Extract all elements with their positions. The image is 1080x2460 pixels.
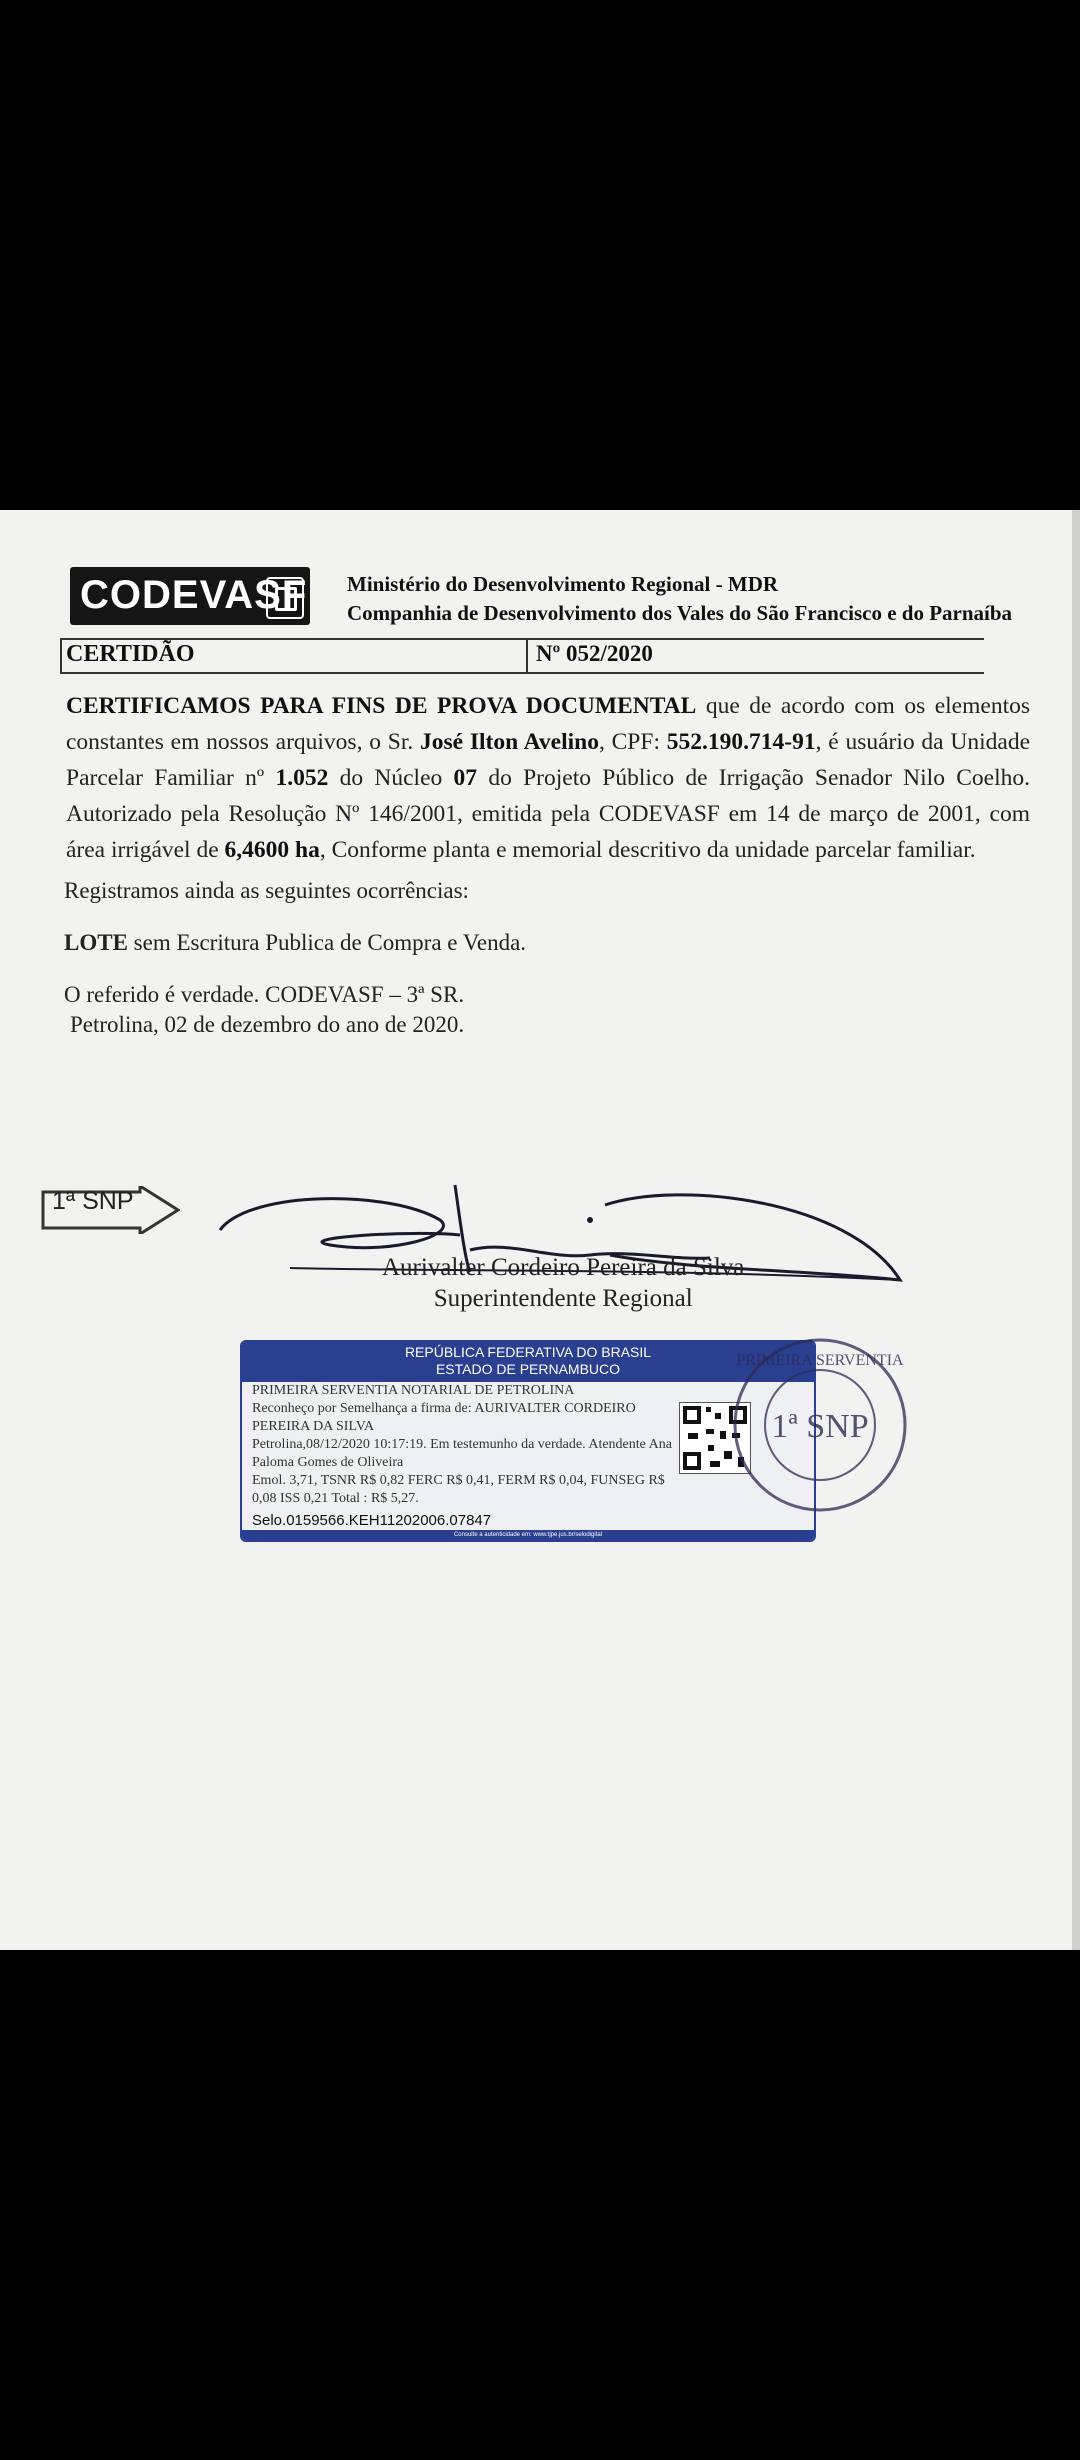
logo-emblem-icon <box>266 577 304 619</box>
stamp-body <box>252 1382 672 1508</box>
text-run: do Projeto Público de Irrigação Senador Nilo Coelho. Autorizado pela Resolução Nº 146/2001, emitida pela CODEVASF em 14 de março de 2001, com área irrigável de <box>66 765 1030 863</box>
lead-text: CERTIFICAMOS PARA FINS DE PROVA DOCUMENTAL <box>66 693 697 719</box>
selo-code: Selo.0159566.KEH11202006.07847 <box>252 1512 492 1529</box>
codevasf-logo <box>70 567 310 625</box>
stamp-office: PRIMEIRA SERVENTIA NOTARIAL DE PETROLINA <box>252 1383 575 1398</box>
signer-title: Superintendente Regional <box>433 1285 693 1312</box>
holder-name: José Ilton Avelino <box>420 729 599 755</box>
ministry-heading <box>347 570 1012 628</box>
snp-label: 1ª SNP <box>52 1187 134 1215</box>
stamp-header-line-1: REPÚBLICA FEDERATIVA DO BRASIL <box>404 1344 652 1360</box>
occurrence-label: LOTE <box>64 930 128 955</box>
seal-ring-text: PRIMEIRA SERVENTIA <box>736 1352 904 1369</box>
notary-round-seal <box>720 1325 920 1525</box>
closing-statement: O referido é verdade. CODEVASF – 3ª SR. <box>64 982 465 1007</box>
doc-type: CERTIDÃO <box>66 641 195 667</box>
document-page <box>0 510 1080 1950</box>
stamp-header-line-2: ESTADO DE PERNAMBUCO <box>435 1361 621 1377</box>
doc-number: Nº 052/2020 <box>536 641 653 666</box>
text-run: , Conforme planta e memorial descritivo da unidade parcelar familiar. <box>319 837 976 863</box>
text-run: , CPF: <box>598 729 667 755</box>
ministry-line-1: Ministério do Desenvolvimento Regional - MDR <box>347 572 779 596</box>
page-edge <box>1072 510 1080 1950</box>
ministry-line-2: Companhia de Desenvolvimento dos Vales do São Francisco e do Parnaíba <box>347 601 1013 625</box>
cpf-number: 552.190.714-91 <box>666 729 816 755</box>
text-run: do Núcleo <box>328 765 454 791</box>
stamp-line-3: Emol. 3,71, TSNR R$ 0,82 FERC R$ 0,41, FERM R$ 0,04, FUNSEG R$ 0,08 ISS 0,21 Total : R$ 5,27. <box>252 1473 665 1506</box>
signer-block <box>382 1252 744 1314</box>
certification-paragraph <box>66 688 1030 868</box>
occurrences-intro: Registramos ainda as seguintes ocorrências: <box>64 878 469 903</box>
logo-text: CODEVASF <box>80 573 308 617</box>
place-date: Petrolina, 02 de dezembro do ano de 2020. <box>70 1012 465 1037</box>
seal-center-text: 1ª SNP <box>771 1408 869 1445</box>
irrigable-area: 6,4600 ha <box>224 837 320 863</box>
occurrence-text: sem Escritura Publica de Compra e Venda. <box>127 930 527 955</box>
nucleo-number: 07 <box>453 765 478 791</box>
stamp-line-2: Petrolina,08/12/2020 10:17:19. Em testemunho da verdade. Atendente Ana Paloma Gomes de Oliveira <box>252 1437 672 1470</box>
stamp-line-1: Reconheço por Semelhança a firma de: AURIVALTER CORDEIRO PEREIRA DA SILVA <box>252 1401 636 1434</box>
signer-name: Aurivalter Cordeiro Pereira da Silva <box>382 1254 745 1281</box>
text-run: , é usuário da Unidade Parcelar Familiar nº <box>66 729 1031 791</box>
stamp-footer: Consulte a autenticidade em: www.tjpe.jus.br/selodigital <box>242 1530 814 1540</box>
unit-number: 1.052 <box>275 765 329 791</box>
text-run: que de acordo com os elementos constantes em nossos arquivos, o Sr. <box>66 693 1030 755</box>
occurrence-item <box>64 930 526 956</box>
title-box <box>60 638 984 674</box>
